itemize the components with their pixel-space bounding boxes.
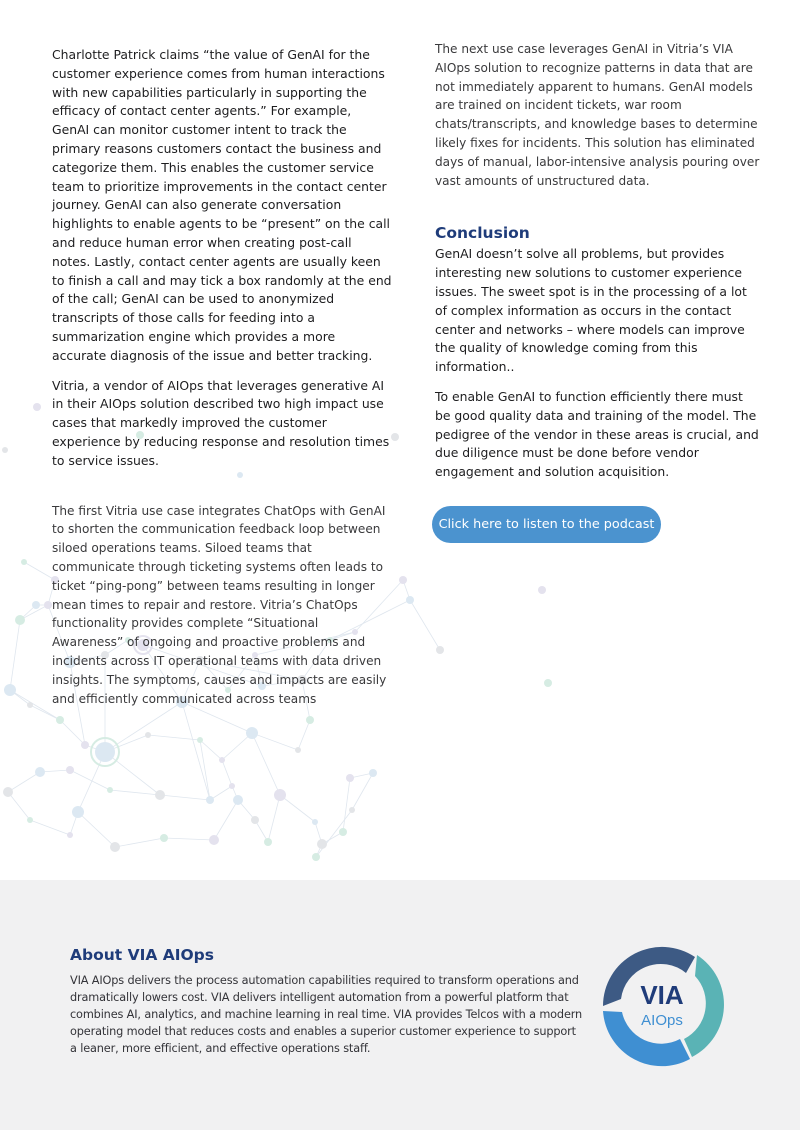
network-edge — [30, 820, 70, 835]
network-node — [56, 716, 64, 724]
network-node — [33, 403, 41, 411]
network-edge — [70, 770, 110, 790]
network-edge — [10, 620, 20, 690]
network-edge — [222, 733, 252, 760]
network-node — [72, 806, 84, 818]
network-node — [155, 790, 165, 800]
network-node — [219, 757, 225, 763]
network-edge — [200, 740, 222, 760]
network-node — [399, 576, 407, 584]
network-node — [306, 716, 314, 724]
paragraph-conclusion-1: GenAI doesn’t solve all problems, but provides interesting new solutions to customer experience issues. The sweet spot is in the processing of a lot of complex information as occurs in the contact center and networks – where models can improve the quality of knowledge coming from this information.. — [435, 246, 747, 375]
about-section — [0, 880, 800, 1130]
network-node — [197, 737, 203, 743]
network-edge — [24, 562, 55, 580]
network-node — [21, 559, 27, 565]
network-node — [406, 596, 414, 604]
network-node — [81, 741, 89, 749]
network-node — [35, 767, 45, 777]
network-node — [436, 646, 444, 654]
network-edge — [298, 720, 310, 750]
network-node — [544, 679, 552, 687]
network-node — [229, 783, 235, 789]
network-edge — [8, 772, 40, 792]
network-node — [312, 819, 318, 825]
network-node — [110, 842, 120, 852]
network-edge — [343, 778, 350, 832]
right-column — [435, 40, 760, 482]
network-edge — [268, 795, 280, 842]
network-edge — [8, 792, 30, 820]
network-edge — [164, 838, 214, 840]
network-node — [339, 828, 347, 836]
network-node — [160, 834, 168, 842]
network-node — [317, 839, 327, 849]
network-node — [264, 838, 272, 846]
network-edge — [252, 733, 280, 795]
network-node — [27, 702, 33, 708]
network-edge — [410, 600, 440, 650]
listen-podcast-button[interactable]: Click here to listen to the podcast — [432, 506, 661, 543]
network-node — [538, 586, 546, 594]
network-node — [209, 835, 219, 845]
network-node — [32, 601, 40, 609]
network-node — [346, 774, 354, 782]
network-edge — [214, 800, 238, 840]
network-node — [369, 769, 377, 777]
paragraph-next-use-case: The next use case leverages GenAI in Vitria’s VIA AIOps solution to recognize patterns in data that are not immediately apparent to humans. GenAI models are trained on incident tickets, war room chats/transcripts, and knowledge bases to determine likely fixes for incidents. This solution has eliminated days of manual, labor-intensive analysis pouring over vast amounts of unstructured data. — [435, 42, 760, 188]
network-node — [3, 787, 13, 797]
network-node — [15, 615, 25, 625]
left-column — [52, 46, 392, 708]
about-title: About VIA AIOps — [70, 946, 214, 964]
paragraph-first-use-case: The first Vitria use case integrates ChatOps with GenAI to shorten the communication feedback loop between siloed operations teams. Siloed teams that communicate through ticketing systems often leads to ticket “ping-pong” between teams resulting in longer mean times to repair and restore. Vitria’s ChatOps functionality provides complete “Situational Awareness” of ongoing and proactive problems and incidents across IT operational teams with data driven insights. The symptoms, causes and impacts are easily and efficiently communicated across teams — [52, 503, 387, 706]
network-node — [274, 789, 286, 801]
paragraph-conclusion-2: To enable GenAI to function efficiently there must be good quality data and training of the model. The pedigree of the vendor in these areas is crucial, and due diligence must be done before vendor engagement and solution acquisition. — [435, 388, 759, 480]
network-node — [233, 795, 243, 805]
network-edge — [110, 790, 160, 795]
network-node — [95, 742, 115, 762]
logo-text-aiops: AIOps — [641, 1012, 683, 1029]
network-node — [251, 816, 259, 824]
network-node — [27, 817, 33, 823]
network-node — [145, 732, 151, 738]
logo-text-via: VIA — [640, 980, 684, 1010]
network-node — [67, 832, 73, 838]
network-node — [4, 684, 16, 696]
conclusion-heading: Conclusion — [435, 224, 530, 243]
network-node — [349, 807, 355, 813]
network-node — [107, 787, 113, 793]
network-node — [206, 796, 214, 804]
network-edge — [105, 752, 160, 795]
about-text: VIA AIOps delivers the process automation capabilities required to transform operations and dramatically lowers cost. VIA delivers intelligent automation from a powerful platform that combines AI, analytics, and machine learning in real time. VIA provides Telcos with a modern operating model that reduces costs and enables a superior customer experience to support a leaner, more efficient, and effective operations staff. — [70, 974, 583, 1055]
network-edge — [182, 702, 210, 800]
network-edge — [78, 812, 115, 847]
paragraph-vitria-vendor: Vitria, a vendor of AIOps that leverages generative AI in their AIOps solution described two high impact use cases that markedly improved the customer experience by reducing response and resolution times to service issues. — [52, 377, 390, 468]
network-edge — [352, 773, 373, 810]
network-node — [312, 853, 320, 861]
network-node — [295, 747, 301, 753]
network-edge — [280, 795, 315, 822]
network-edge — [160, 795, 210, 800]
network-node — [66, 766, 74, 774]
network-node — [2, 447, 8, 453]
network-edge — [222, 760, 232, 786]
network-edge — [115, 838, 164, 847]
network-node — [246, 727, 258, 739]
network-node — [391, 433, 399, 441]
via-aiops-logo — [592, 936, 732, 1076]
paragraph-charlotte-patrick: Charlotte Patrick claims “the value of GenAI for the customer experience comes from human interactions with new capabilities particularly in supporting the efficacy of contact center agents.” For example, GenAI can monitor customer intent to track the primary reasons customers contact the business and categorize them. This enables the customer service team to prioritize improvements in the contact center journey. GenAI can also generate conversation highlights to enable agents to be “present” on the call and reduce human error when creating post-call notes. Lastly, contact center agents are usually keen to finish a call and may tick a box randomly at the end of the call; GenAI can be used to anonymized transcripts of those calls for feeding into a summarization engine which provides a more accurate diagnosis of the issue and better tracking. — [52, 47, 392, 363]
network-node — [44, 601, 52, 609]
